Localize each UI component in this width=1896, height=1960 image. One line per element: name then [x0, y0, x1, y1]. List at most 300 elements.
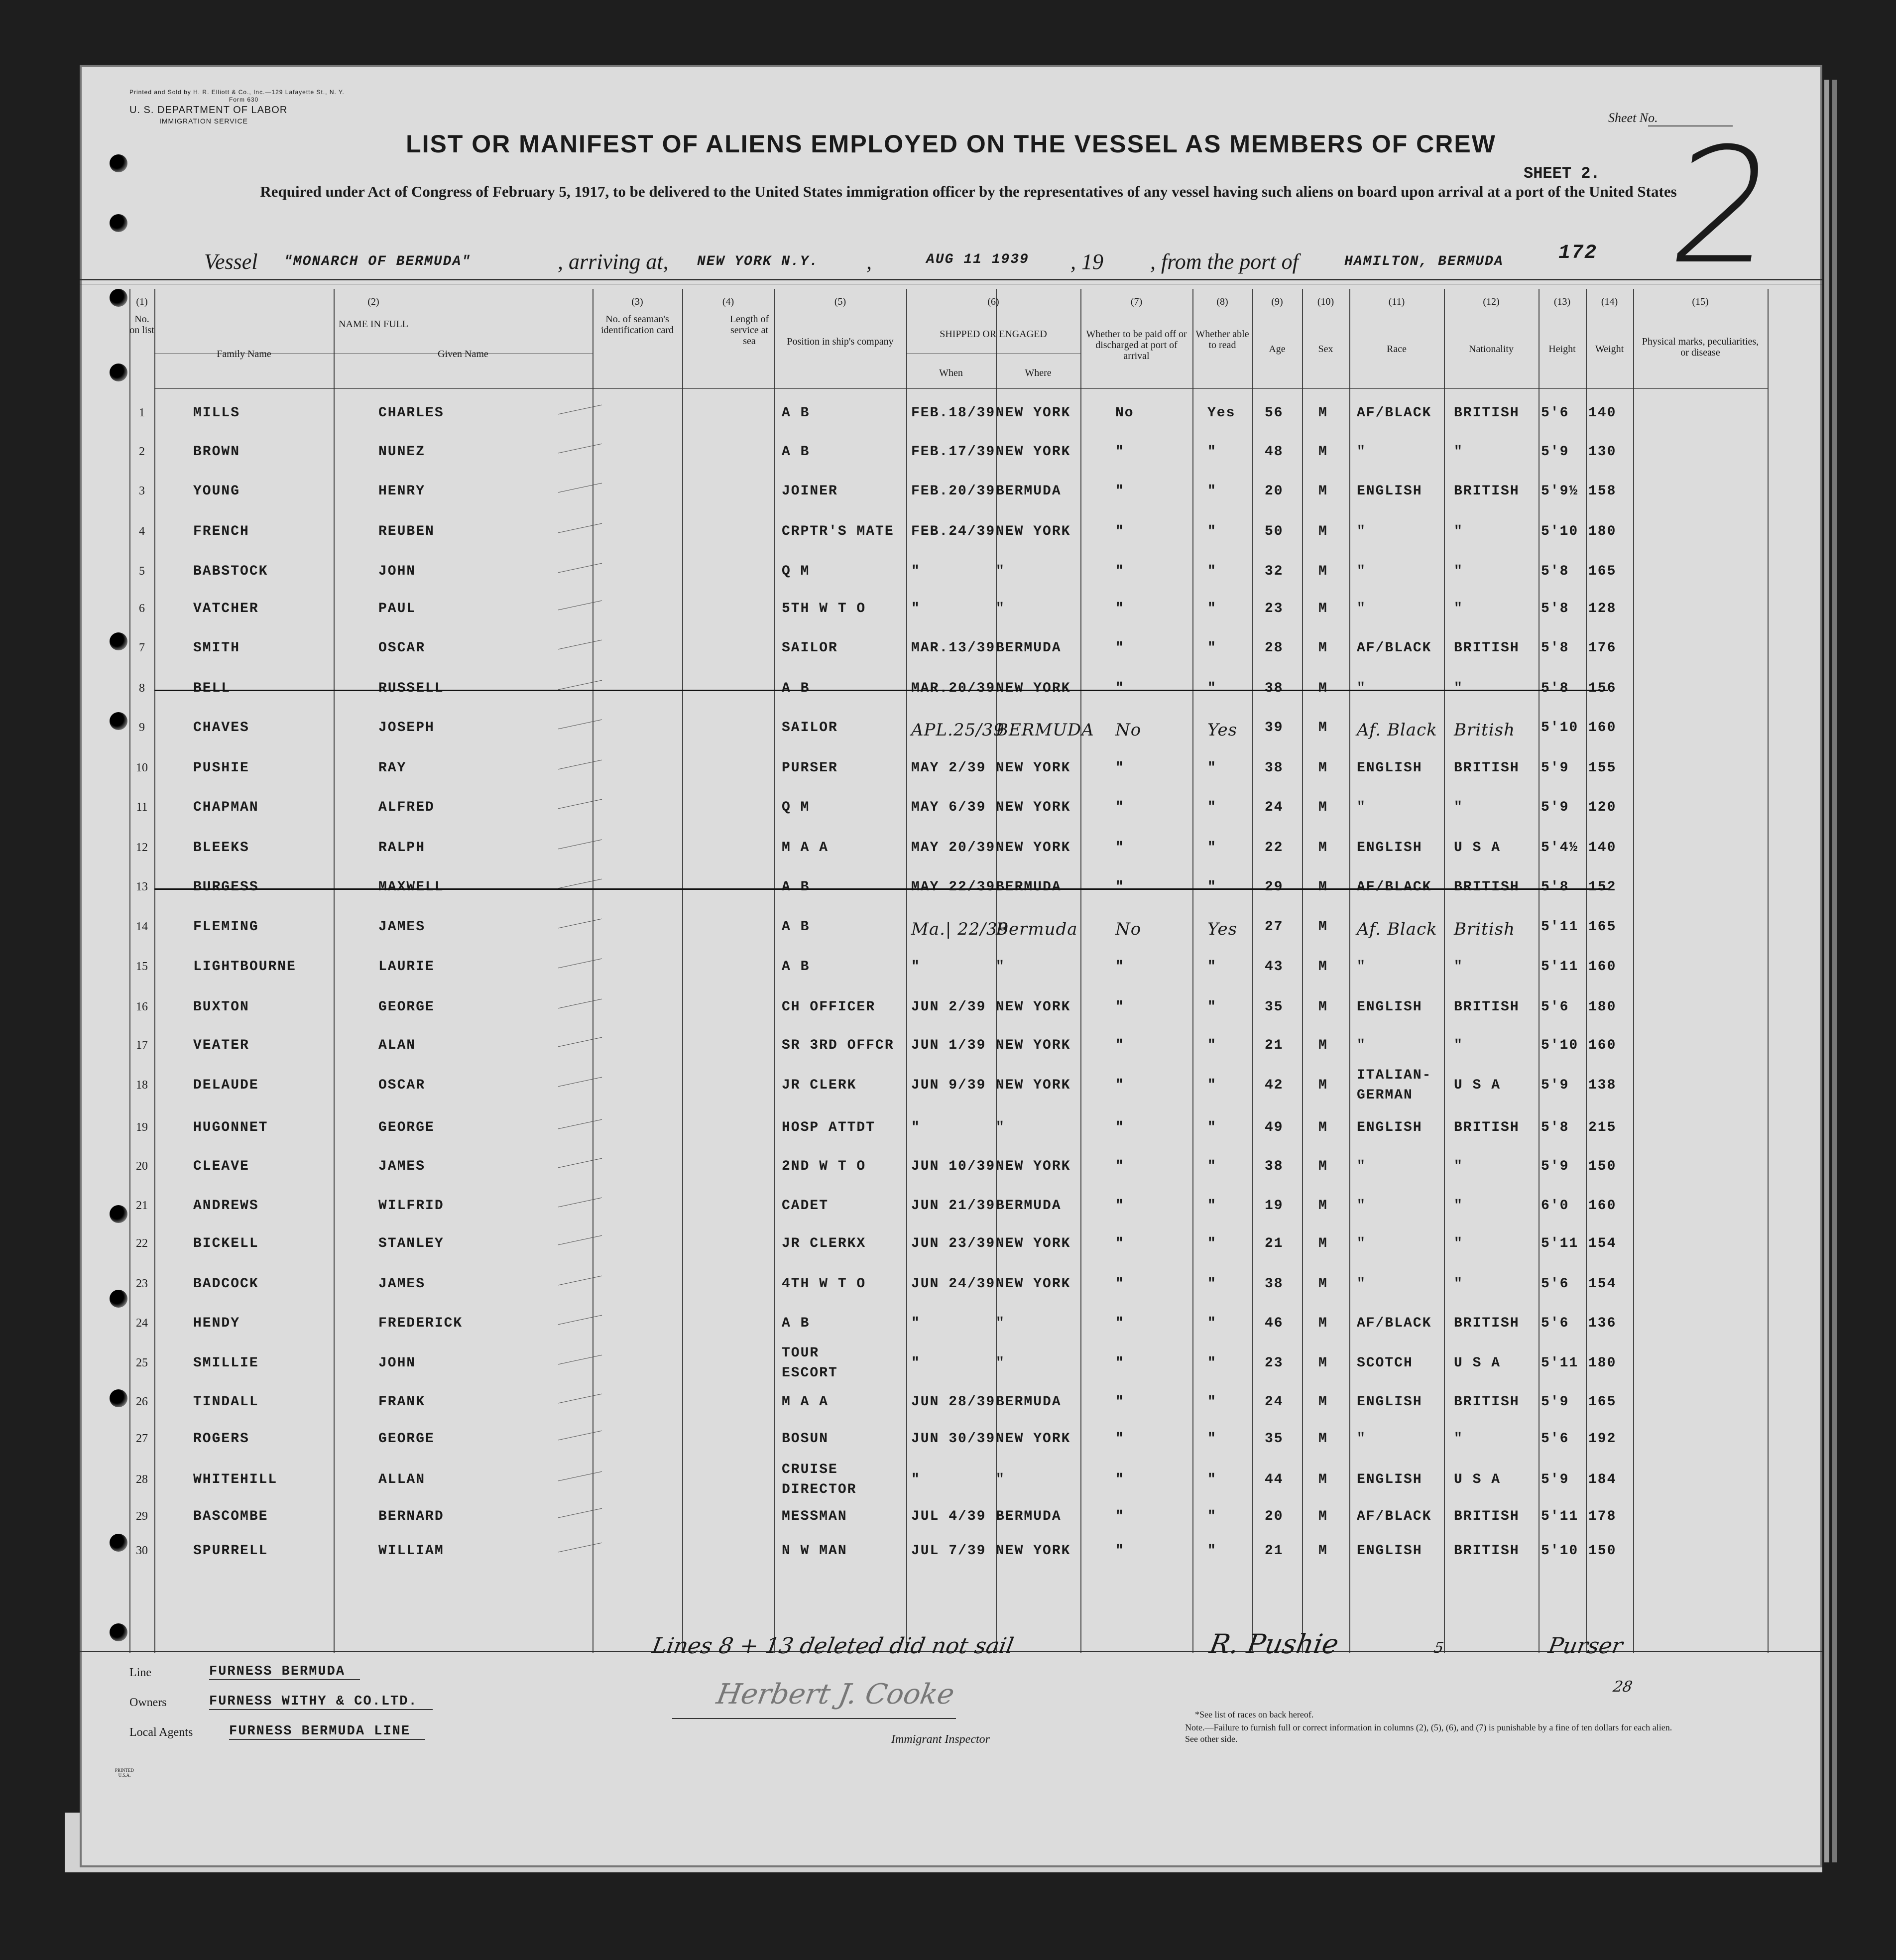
cell-weight: 215 [1588, 1120, 1617, 1135]
cell-nationality: BRITISH [1454, 999, 1520, 1015]
cell-where: NEW YORK [996, 800, 1071, 815]
cell-weight: 160 [1588, 959, 1617, 975]
cell-where: NEW YORK [996, 840, 1071, 856]
cell-sex: M [1318, 919, 1328, 935]
cell-paid: " [1115, 800, 1125, 815]
punch-hole [110, 289, 127, 307]
strike-through-line [154, 888, 1608, 890]
cell-when: " [911, 1120, 921, 1135]
column-rule [906, 289, 907, 1653]
cell-paid: " [1115, 879, 1125, 895]
cell-race: " [1357, 959, 1366, 975]
row-number: 16 [136, 1000, 148, 1013]
cell-nationality: BRITISH [1454, 760, 1520, 776]
cell-read: Yes [1207, 720, 1238, 740]
cell-height: 5'4½ [1541, 840, 1579, 856]
cell-where: BERMUDA [996, 1394, 1062, 1410]
inspector-signature: Herbert J. Cooke [714, 1678, 957, 1711]
punch-hole [110, 1389, 127, 1407]
col-header-read: Whether able to read [1195, 329, 1249, 351]
cell-weight: 160 [1588, 720, 1617, 735]
cell-nationality: BRITISH [1454, 640, 1520, 656]
cell-paid: " [1115, 524, 1125, 539]
row-number: 19 [136, 1121, 148, 1134]
cell-where: NEW YORK [996, 1078, 1071, 1093]
page-subtitle: Required under Act of Congress of February 5, 1917, to be delivered to the United States immigration officer by the representatives of any vessel having such aliens on board upon arrival at a port of the United States [260, 183, 1677, 200]
tick-mark [558, 1315, 602, 1325]
cell-given: JAMES [378, 919, 426, 935]
cell-where: Bermuda [996, 919, 1078, 939]
year-label: , 19 [1070, 249, 1103, 274]
cell-given: WILFRID [378, 1198, 444, 1214]
cell-age: 24 [1265, 1394, 1284, 1410]
col-header-where: Where [1025, 368, 1052, 378]
cell-age: 35 [1265, 999, 1284, 1015]
cell-age: 46 [1265, 1316, 1284, 1331]
cell-where: " [996, 564, 1005, 579]
cell-when: FEB.24/39 [911, 524, 996, 539]
cell-position: HOSP ATTDT [782, 1120, 876, 1135]
column-rule [334, 289, 335, 1653]
cell-paid: " [1115, 1355, 1125, 1371]
cell-race: " [1357, 1198, 1366, 1214]
cell-height: 5'8 [1541, 681, 1569, 696]
col-header-nationality: Nationality [1469, 344, 1514, 355]
cell-where: BERMUDA [996, 640, 1062, 656]
cell-when: JUN 28/39 [911, 1394, 996, 1410]
cell-paid: " [1115, 999, 1125, 1015]
cell-given: RUSSELL [378, 681, 444, 696]
cell-age: 38 [1265, 681, 1284, 696]
cell-sex: M [1318, 1198, 1328, 1214]
cell-sex: M [1318, 405, 1328, 421]
sheet-typed: SHEET 2. [1524, 164, 1600, 183]
cell-race: " [1357, 1276, 1366, 1292]
cell-position: CRPTR'S MATE [782, 524, 894, 539]
cell-age: 23 [1265, 601, 1284, 616]
cell-read: " [1207, 800, 1217, 815]
cell-read: " [1207, 1276, 1217, 1292]
row-number: 15 [136, 960, 148, 973]
cell-where: " [996, 1355, 1005, 1371]
page-title: LIST OR MANIFEST OF ALIENS EMPLOYED ON THE VESSEL AS MEMBERS OF CREW [406, 130, 1496, 158]
cell-race: ENGLISH [1357, 1472, 1422, 1487]
cell-nationality: " [1454, 800, 1463, 815]
cell-race: " [1357, 1038, 1366, 1053]
cell-weight: 140 [1588, 405, 1617, 421]
cell-given: LAURIE [378, 959, 435, 975]
cell-where: NEW YORK [996, 1276, 1071, 1292]
punch-hole [110, 1290, 127, 1308]
tick-mark [558, 1431, 602, 1441]
col-header-height: Height [1548, 344, 1576, 355]
cell-when: JUN 9/39 [911, 1078, 986, 1093]
cell-position: A B [782, 919, 810, 935]
cell-read: " [1207, 1078, 1217, 1093]
cell-when: JUL 4/39 [911, 1509, 986, 1524]
cell-family: BADCOCK [193, 1276, 259, 1292]
cell-height: 5'9 [1541, 1078, 1569, 1093]
cell-weight: 154 [1588, 1276, 1617, 1292]
cell-race-line2: GERMAN [1357, 1088, 1413, 1103]
row-number: 2 [139, 445, 145, 458]
cell-given: STANLEY [378, 1236, 444, 1251]
cell-where: BERMUDA [996, 1509, 1062, 1524]
cell-read: " [1207, 484, 1217, 499]
punch-hole [110, 1534, 127, 1552]
cell-read: " [1207, 1472, 1217, 1487]
tick-mark [558, 405, 602, 415]
cell-race: SCOTCH [1357, 1355, 1413, 1371]
cell-height: 5'6 [1541, 405, 1569, 421]
cell-sex: M [1318, 999, 1328, 1015]
sheet-handwritten: 2 [1659, 114, 1787, 299]
cell-when: FEB.20/39 [911, 484, 996, 499]
cell-paid: " [1115, 1120, 1125, 1135]
cell-paid: " [1115, 1236, 1125, 1251]
cell-where: NEW YORK [996, 1543, 1071, 1559]
cell-given: JOHN [378, 1355, 416, 1371]
cell-given: CHARLES [378, 405, 444, 421]
cell-weight: 160 [1588, 1198, 1617, 1214]
col-num: (5) [834, 296, 846, 307]
cell-when: MAR.20/39 [911, 681, 996, 696]
printer-imprint: Printed and Sold by H. R. Elliott & Co., Inc.—129 Lafayette St., N. Y. Form 630 [129, 89, 345, 103]
cell-where: " [996, 1472, 1005, 1487]
cell-paid: " [1115, 564, 1125, 579]
row-number: 20 [136, 1160, 148, 1173]
cell-where: BERMUDA [996, 484, 1062, 499]
cell-when: APL.25/39 [911, 720, 1005, 740]
cell-family: FLEMING [193, 919, 259, 935]
cell-race: AF/BLACK [1357, 1316, 1432, 1331]
cell-age: 19 [1265, 1198, 1284, 1214]
cell-read: " [1207, 1509, 1217, 1524]
cell-when: " [911, 959, 921, 975]
cell-read: " [1207, 681, 1217, 696]
tick-mark [558, 523, 602, 533]
cell-family: LIGHTBOURNE [193, 959, 296, 975]
cell-position: MESSMAN [782, 1509, 847, 1524]
tick-mark [558, 999, 602, 1009]
cell-weight: 130 [1588, 444, 1617, 460]
cell-read: " [1207, 1120, 1217, 1135]
races-note: *See list of races on back hereof. [1195, 1710, 1314, 1719]
cell-position: M A A [782, 840, 829, 856]
row-number: 27 [136, 1432, 148, 1445]
column-rule [592, 289, 593, 1653]
cell-race: AF/BLACK [1357, 405, 1432, 421]
cell-position: SAILOR [782, 720, 838, 735]
tick-mark [558, 879, 602, 889]
row-number: 6 [139, 602, 145, 615]
cell-height: 5'11 [1541, 1509, 1579, 1524]
cell-paid: No [1115, 720, 1142, 740]
row-number: 28 [136, 1473, 148, 1486]
tick-mark [558, 1119, 602, 1129]
cell-position: A B [782, 879, 810, 895]
cell-when: JUN 21/39 [911, 1198, 996, 1214]
cell-paid: " [1115, 1472, 1125, 1487]
cell-given: OSCAR [378, 1078, 426, 1093]
cell-read: Yes [1207, 919, 1238, 939]
cell-nationality: " [1454, 564, 1463, 579]
cell-weight: 150 [1588, 1543, 1617, 1559]
cell-position: A B [782, 405, 810, 421]
cell-position: SAILOR [782, 640, 838, 656]
cell-when: " [911, 601, 921, 616]
cell-race: " [1357, 1159, 1366, 1174]
cell-family: PUSHIE [193, 760, 249, 776]
row-number: 7 [139, 641, 145, 654]
tick-mark [558, 1077, 602, 1087]
cell-given: ALLAN [378, 1472, 426, 1487]
cell-nationality: BRITISH [1454, 879, 1520, 895]
cell-paid: " [1115, 840, 1125, 856]
column-rule [774, 289, 775, 1653]
column-rule [1768, 289, 1769, 1653]
penalty-note: Note.—Failure to furnish full or correct information in columns (2), (5), (6), and (7) is punishable by a fine of ten dollars for each alien. See other side. [1185, 1722, 1672, 1744]
cell-paid: " [1115, 681, 1125, 696]
cell-position: 5TH W T O [782, 601, 866, 616]
col-header-name: NAME IN FULL [339, 319, 408, 330]
row-number: 1 [139, 406, 145, 419]
cell-paid: " [1115, 444, 1125, 460]
cell-family: HUGONNET [193, 1120, 268, 1135]
from-port: HAMILTON, BERMUDA [1344, 254, 1504, 269]
arriving-port: NEW YORK N.Y. [697, 254, 819, 269]
cell-height: 5'8 [1541, 564, 1569, 579]
cell-position: CRUISE [782, 1462, 838, 1477]
purser-title: Purser [1546, 1633, 1625, 1659]
cell-sex: M [1318, 681, 1328, 696]
cell-nationality: BRITISH [1454, 405, 1520, 421]
cell-given: WILLIAM [378, 1543, 444, 1559]
column-rule [1444, 289, 1445, 1653]
row-number: 22 [136, 1237, 148, 1250]
cell-paid: " [1115, 1394, 1125, 1410]
cell-position: A B [782, 959, 810, 975]
col-header-service: Length of service at sea [729, 314, 769, 347]
cell-read: " [1207, 879, 1217, 895]
cell-when: JUN 1/39 [911, 1038, 986, 1053]
cell-given: GEORGE [378, 999, 435, 1015]
cell-family: BASCOMBE [193, 1509, 268, 1524]
cell-where: NEW YORK [996, 999, 1071, 1015]
cell-position: A B [782, 444, 810, 460]
cell-race: ENGLISH [1357, 760, 1422, 776]
row-number: 12 [136, 841, 148, 854]
cell-race: " [1357, 800, 1366, 815]
cell-paid: " [1115, 1078, 1125, 1093]
cell-position: JOINER [782, 484, 838, 499]
column-rule [1586, 289, 1587, 1653]
row-number: 23 [136, 1277, 148, 1290]
cell-sex: M [1318, 640, 1328, 656]
cell-weight: 158 [1588, 484, 1617, 499]
cell-when: MAY 6/39 [911, 800, 986, 815]
cell-height: 5'9 [1541, 1472, 1569, 1487]
cell-position-line2: DIRECTOR [782, 1482, 857, 1497]
column-rule [1633, 289, 1634, 1653]
deleted-lines-note: Lines 8 + 13 deleted did not sail [650, 1633, 1016, 1659]
cell-age: 20 [1265, 484, 1284, 499]
cell-height: 5'9 [1541, 444, 1569, 460]
cell-weight: 138 [1588, 1078, 1617, 1093]
cell-race: AF/BLACK [1357, 1509, 1432, 1524]
cell-sex: M [1318, 959, 1328, 975]
cell-read: " [1207, 1236, 1217, 1251]
cell-where: NEW YORK [996, 760, 1071, 776]
column-rule [1252, 289, 1253, 1653]
cell-when: " [911, 564, 921, 579]
cell-position: 2ND W T O [782, 1159, 866, 1174]
margin-mark: 28 [1611, 1678, 1634, 1696]
header-rule [154, 388, 1768, 389]
cell-when: FEB.17/39 [911, 444, 996, 460]
tick-mark [558, 1037, 602, 1047]
cell-nationality: " [1454, 1159, 1463, 1174]
cell-read: " [1207, 1316, 1217, 1331]
col-num: (13) [1553, 296, 1571, 307]
col-num: (11) [1388, 296, 1405, 307]
cell-position: Q M [782, 800, 810, 815]
cell-position: N W MAN [782, 1543, 847, 1559]
cell-age: 21 [1265, 1038, 1284, 1053]
cell-sex: M [1318, 1355, 1328, 1371]
column-rule [129, 289, 130, 1653]
cell-age: 38 [1265, 1276, 1284, 1292]
cell-when: MAR.13/39 [911, 640, 996, 656]
cell-where: NEW YORK [996, 1236, 1071, 1251]
col-num: (6) [987, 296, 999, 307]
cell-race: " [1357, 1431, 1366, 1447]
col-num: (12) [1483, 296, 1500, 307]
cell-when: JUN 23/39 [911, 1236, 996, 1251]
cell-height: 5'8 [1541, 640, 1569, 656]
paper-edge [1824, 80, 1829, 1862]
cell-height: 5'9 [1541, 800, 1569, 815]
cell-height: 5'9 [1541, 1159, 1569, 1174]
cell-sex: M [1318, 1316, 1328, 1331]
cell-height: 5'8 [1541, 601, 1569, 616]
cell-sex: M [1318, 1509, 1328, 1524]
tick-mark [558, 1508, 602, 1518]
cell-position: CH OFFICER [782, 999, 876, 1015]
row-number: 3 [139, 485, 145, 497]
punch-hole [110, 364, 127, 381]
tick-mark [558, 1543, 602, 1553]
cell-when: MAY 20/39 [911, 840, 996, 856]
cell-weight: 165 [1588, 564, 1617, 579]
sheet-no-label: Sheet No. [1608, 111, 1658, 125]
cell-nationality: " [1454, 444, 1463, 460]
footer-agents-label: Local Agents [129, 1726, 193, 1739]
cell-age: 38 [1265, 1159, 1284, 1174]
cell-where: NEW YORK [996, 681, 1071, 696]
punch-hole [110, 1623, 127, 1641]
cell-given: JAMES [378, 1159, 426, 1174]
cell-where: " [996, 601, 1005, 616]
col-num: (3) [631, 296, 643, 307]
cell-height: 5'11 [1541, 1355, 1579, 1371]
cell-age: 22 [1265, 840, 1284, 856]
tick-mark [558, 444, 602, 454]
signature-suffix: 5 [1432, 1639, 1445, 1657]
cell-age: 49 [1265, 1120, 1284, 1135]
vessel-name: "MONARCH OF BERMUDA" [284, 254, 472, 269]
col-header-given: Given Name [438, 349, 488, 360]
row-number: 25 [136, 1356, 148, 1369]
cell-position: A B [782, 1316, 810, 1331]
page-number: 172 [1558, 242, 1598, 264]
tick-mark [558, 760, 602, 770]
cell-height: 5'10 [1541, 524, 1579, 539]
cell-paid: No [1115, 405, 1134, 421]
col-header-paid: Whether to be paid off or discharged at port of arrival [1086, 329, 1187, 362]
cell-read: " [1207, 640, 1217, 656]
cell-sex: M [1318, 601, 1328, 616]
cell-paid: " [1115, 601, 1125, 616]
cell-when: JUN 10/39 [911, 1159, 996, 1174]
cell-read: " [1207, 1038, 1217, 1053]
cell-sex: M [1318, 760, 1328, 776]
cell-sex: M [1318, 564, 1328, 579]
cell-weight: 180 [1588, 999, 1617, 1015]
cell-family: WHITEHILL [193, 1472, 278, 1487]
cell-nationality: British [1454, 919, 1515, 939]
tick-mark [558, 1158, 602, 1168]
cell-position: PURSER [782, 760, 838, 776]
cell-where: BERMUDA [996, 1198, 1062, 1214]
cell-nationality: U S A [1454, 1078, 1501, 1093]
cell-when: Ma.| 22/39 [911, 919, 1009, 939]
cell-height: 5'8 [1541, 879, 1569, 895]
tick-mark [558, 1355, 602, 1365]
cell-race: " [1357, 1236, 1366, 1251]
cell-height: 5'11 [1541, 959, 1579, 975]
cell-family: BELL [193, 681, 231, 696]
cell-position-line2: ESCORT [782, 1365, 838, 1381]
col-header-physical: Physical marks, peculiarities, or disease [1642, 336, 1759, 358]
col-header-weight: Weight [1595, 344, 1624, 355]
cell-weight: 160 [1588, 1038, 1617, 1053]
cell-paid: " [1115, 640, 1125, 656]
cell-sex: M [1318, 800, 1328, 815]
cell-height: 5'6 [1541, 999, 1569, 1015]
cell-when: FEB.18/39 [911, 405, 996, 421]
cell-position: TOUR [782, 1346, 820, 1361]
cell-nationality: " [1454, 1276, 1463, 1292]
cell-read: " [1207, 1431, 1217, 1447]
cell-nationality: " [1454, 1431, 1463, 1447]
cell-where: BERMUDA [996, 720, 1094, 740]
cell-age: 29 [1265, 879, 1284, 895]
cell-family: CHAPMAN [193, 800, 259, 815]
punch-hole [110, 1205, 127, 1223]
cell-race: " [1357, 524, 1366, 539]
cell-when: JUN 24/39 [911, 1276, 996, 1292]
cell-race: " [1357, 444, 1366, 460]
col-num: (4) [722, 296, 734, 307]
vessel-label: Vessel [204, 249, 258, 274]
cell-nationality: BRITISH [1454, 1543, 1520, 1559]
row-number: 14 [136, 920, 148, 933]
footer-agents-value: FURNESS BERMUDA LINE [229, 1724, 425, 1740]
tick-mark [558, 1198, 602, 1208]
cell-age: 20 [1265, 1509, 1284, 1524]
cell-read: " [1207, 564, 1217, 579]
